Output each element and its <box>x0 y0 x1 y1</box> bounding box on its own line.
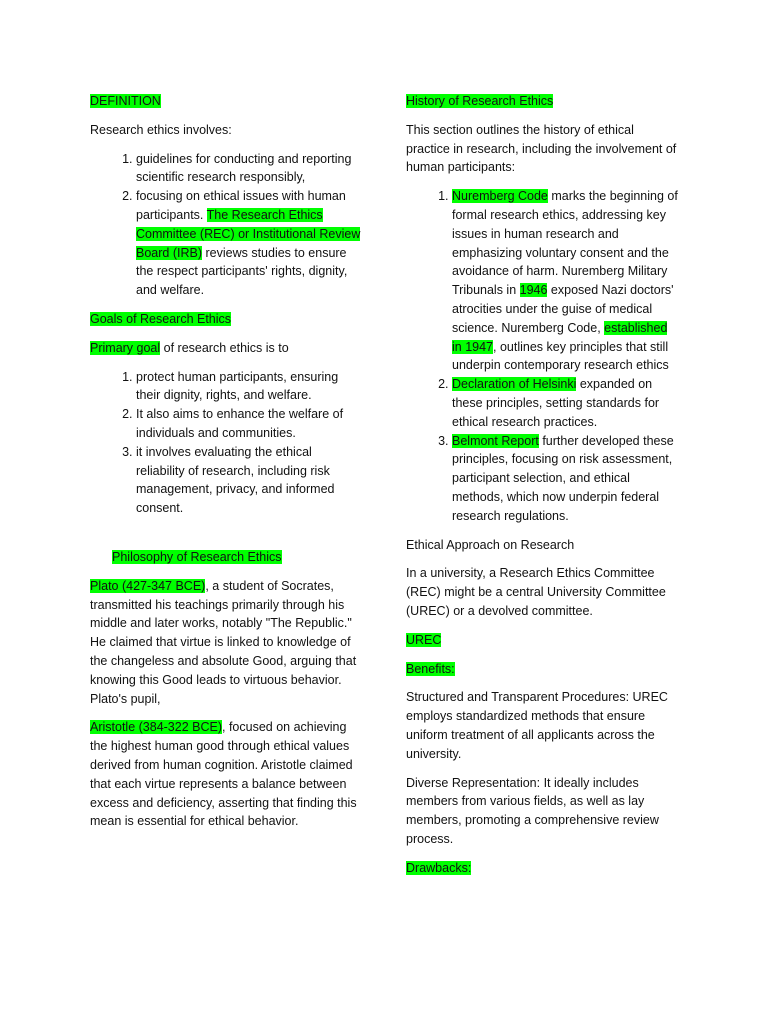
primary-goal-line <box>90 339 362 358</box>
nuremberg-text-b: exposed Nazi doctors' atrocities under the guise of medical science. Nuremberg Code, <box>452 283 674 335</box>
definition-heading <box>90 92 362 111</box>
history-heading <box>406 92 678 111</box>
benefits-label <box>406 660 678 679</box>
aristotle-text: , focused on achieving the highest human good through ethical values derived from human cognition. Aristotle claimed that each virtue represents a balance between excess and deficiency, asserting that finding this mean is essential for ethical behavior. <box>90 720 357 829</box>
philosophy-heading <box>90 548 362 567</box>
benefits-label-text: Benefits: <box>406 661 455 676</box>
primary-goal-rest: of research ethics is to <box>160 340 289 355</box>
plato-text: , a student of Socrates, transmitted his teachings primarily through his middle and later works, notably "The Republic." He claimed that virtue is linked to knowledge of the changeless and absolute Good, arguing that knowing this Good leads to virtuous behavior. Plato's pupil, <box>90 578 357 706</box>
list-item: 3. it involves evaluating the ethical reliability of research, including risk management, privacy, and informed consent. <box>136 443 362 518</box>
drawbacks-label-text: Drawbacks: <box>406 860 472 875</box>
urec-label <box>406 631 678 650</box>
nuremberg-highlight: Nuremberg Code <box>452 189 548 204</box>
aristotle-highlight: Aristotle (384-322 BCE) <box>90 720 223 735</box>
drawbacks-label <box>406 859 678 878</box>
spacer <box>90 528 362 548</box>
plato-highlight: Plato (427-347 BCE) <box>90 578 206 593</box>
right-column <box>406 92 678 887</box>
urec-label-text: UREC <box>406 632 442 647</box>
belmont-highlight: Belmont Report <box>452 433 539 448</box>
established-highlight: established in 1947 <box>452 320 668 354</box>
benefit-diverse: Diverse Representation: It ideally includes members from various fields, as well as lay members, promoting a comprehensive review process. <box>406 775 659 846</box>
list-item <box>452 375 678 431</box>
goals-list <box>90 368 362 518</box>
year-highlight: 1946 <box>519 283 548 298</box>
list-item: 2. It also aims to enhance the welfare of individuals and communities. <box>136 405 362 443</box>
approach-paragraph: In a university, a Research Ethics Committee (REC) might be a central University Committee (UREC) or a devolved committee. <box>406 566 666 618</box>
list-item: 1. guidelines for conducting and reporting scientific research responsibly, <box>136 150 362 188</box>
approach-heading: Ethical Approach on Research <box>406 537 575 552</box>
history-heading-text: History of Research Ethics <box>406 94 554 108</box>
rec-irb-highlight: The Research Ethics Committee (REC) or Institutional Review Board (IRB) <box>136 207 361 260</box>
list-item <box>452 432 678 526</box>
helsinki-highlight: Declaration of Helsinki <box>452 377 577 392</box>
plato-paragraph <box>90 577 362 709</box>
aristotle-paragraph <box>90 718 362 831</box>
nuremberg-text-c: , outlines key principles that still underpin contemporary research ethics <box>452 339 669 373</box>
helsinki-text: expanded on these principles, setting standards for ethical research practices. <box>452 377 660 429</box>
list-item <box>136 187 362 300</box>
history-list <box>406 187 678 525</box>
goals-heading-text: Goals of Research Ethics <box>90 311 232 326</box>
belmont-text: further developed these principles, focusing on risk assessment, participant selection, and ethical methods, which now underpin federal research regulations. <box>452 433 674 523</box>
definition-intro: Research ethics involves: <box>90 122 232 137</box>
list-item: 1. protect human participants, ensuring their dignity, rights, and welfare. <box>136 368 362 406</box>
left-column <box>90 92 362 841</box>
primary-goal-highlight: Primary goal <box>90 340 161 355</box>
def-item2-before: focusing on ethical issues with human participants. <box>136 189 346 222</box>
history-intro: This section outlines the history of ethical practice in research, including the involvement of human participants: <box>406 122 677 175</box>
philosophy-heading-text: Philosophy of Research Ethics <box>112 549 282 564</box>
definition-list <box>90 150 362 300</box>
benefit-structured: Structured and Transparent Procedures: UREC employs standardized methods that ensure uniform treatment of all applicants across the university. <box>406 690 668 761</box>
definition-heading-text: DEFINITION <box>90 94 161 108</box>
def-item2-after: reviews studies to ensure the respect participants' rights, dignity, and welfare. <box>136 245 348 298</box>
nuremberg-text-a: marks the beginning of formal research ethics, addressing key issues in human research and emphasizing voluntary consent and the avoidance of harm. Nuremberg Military Tribunals in <box>452 189 678 298</box>
goals-heading <box>90 310 362 329</box>
list-item <box>452 187 678 375</box>
